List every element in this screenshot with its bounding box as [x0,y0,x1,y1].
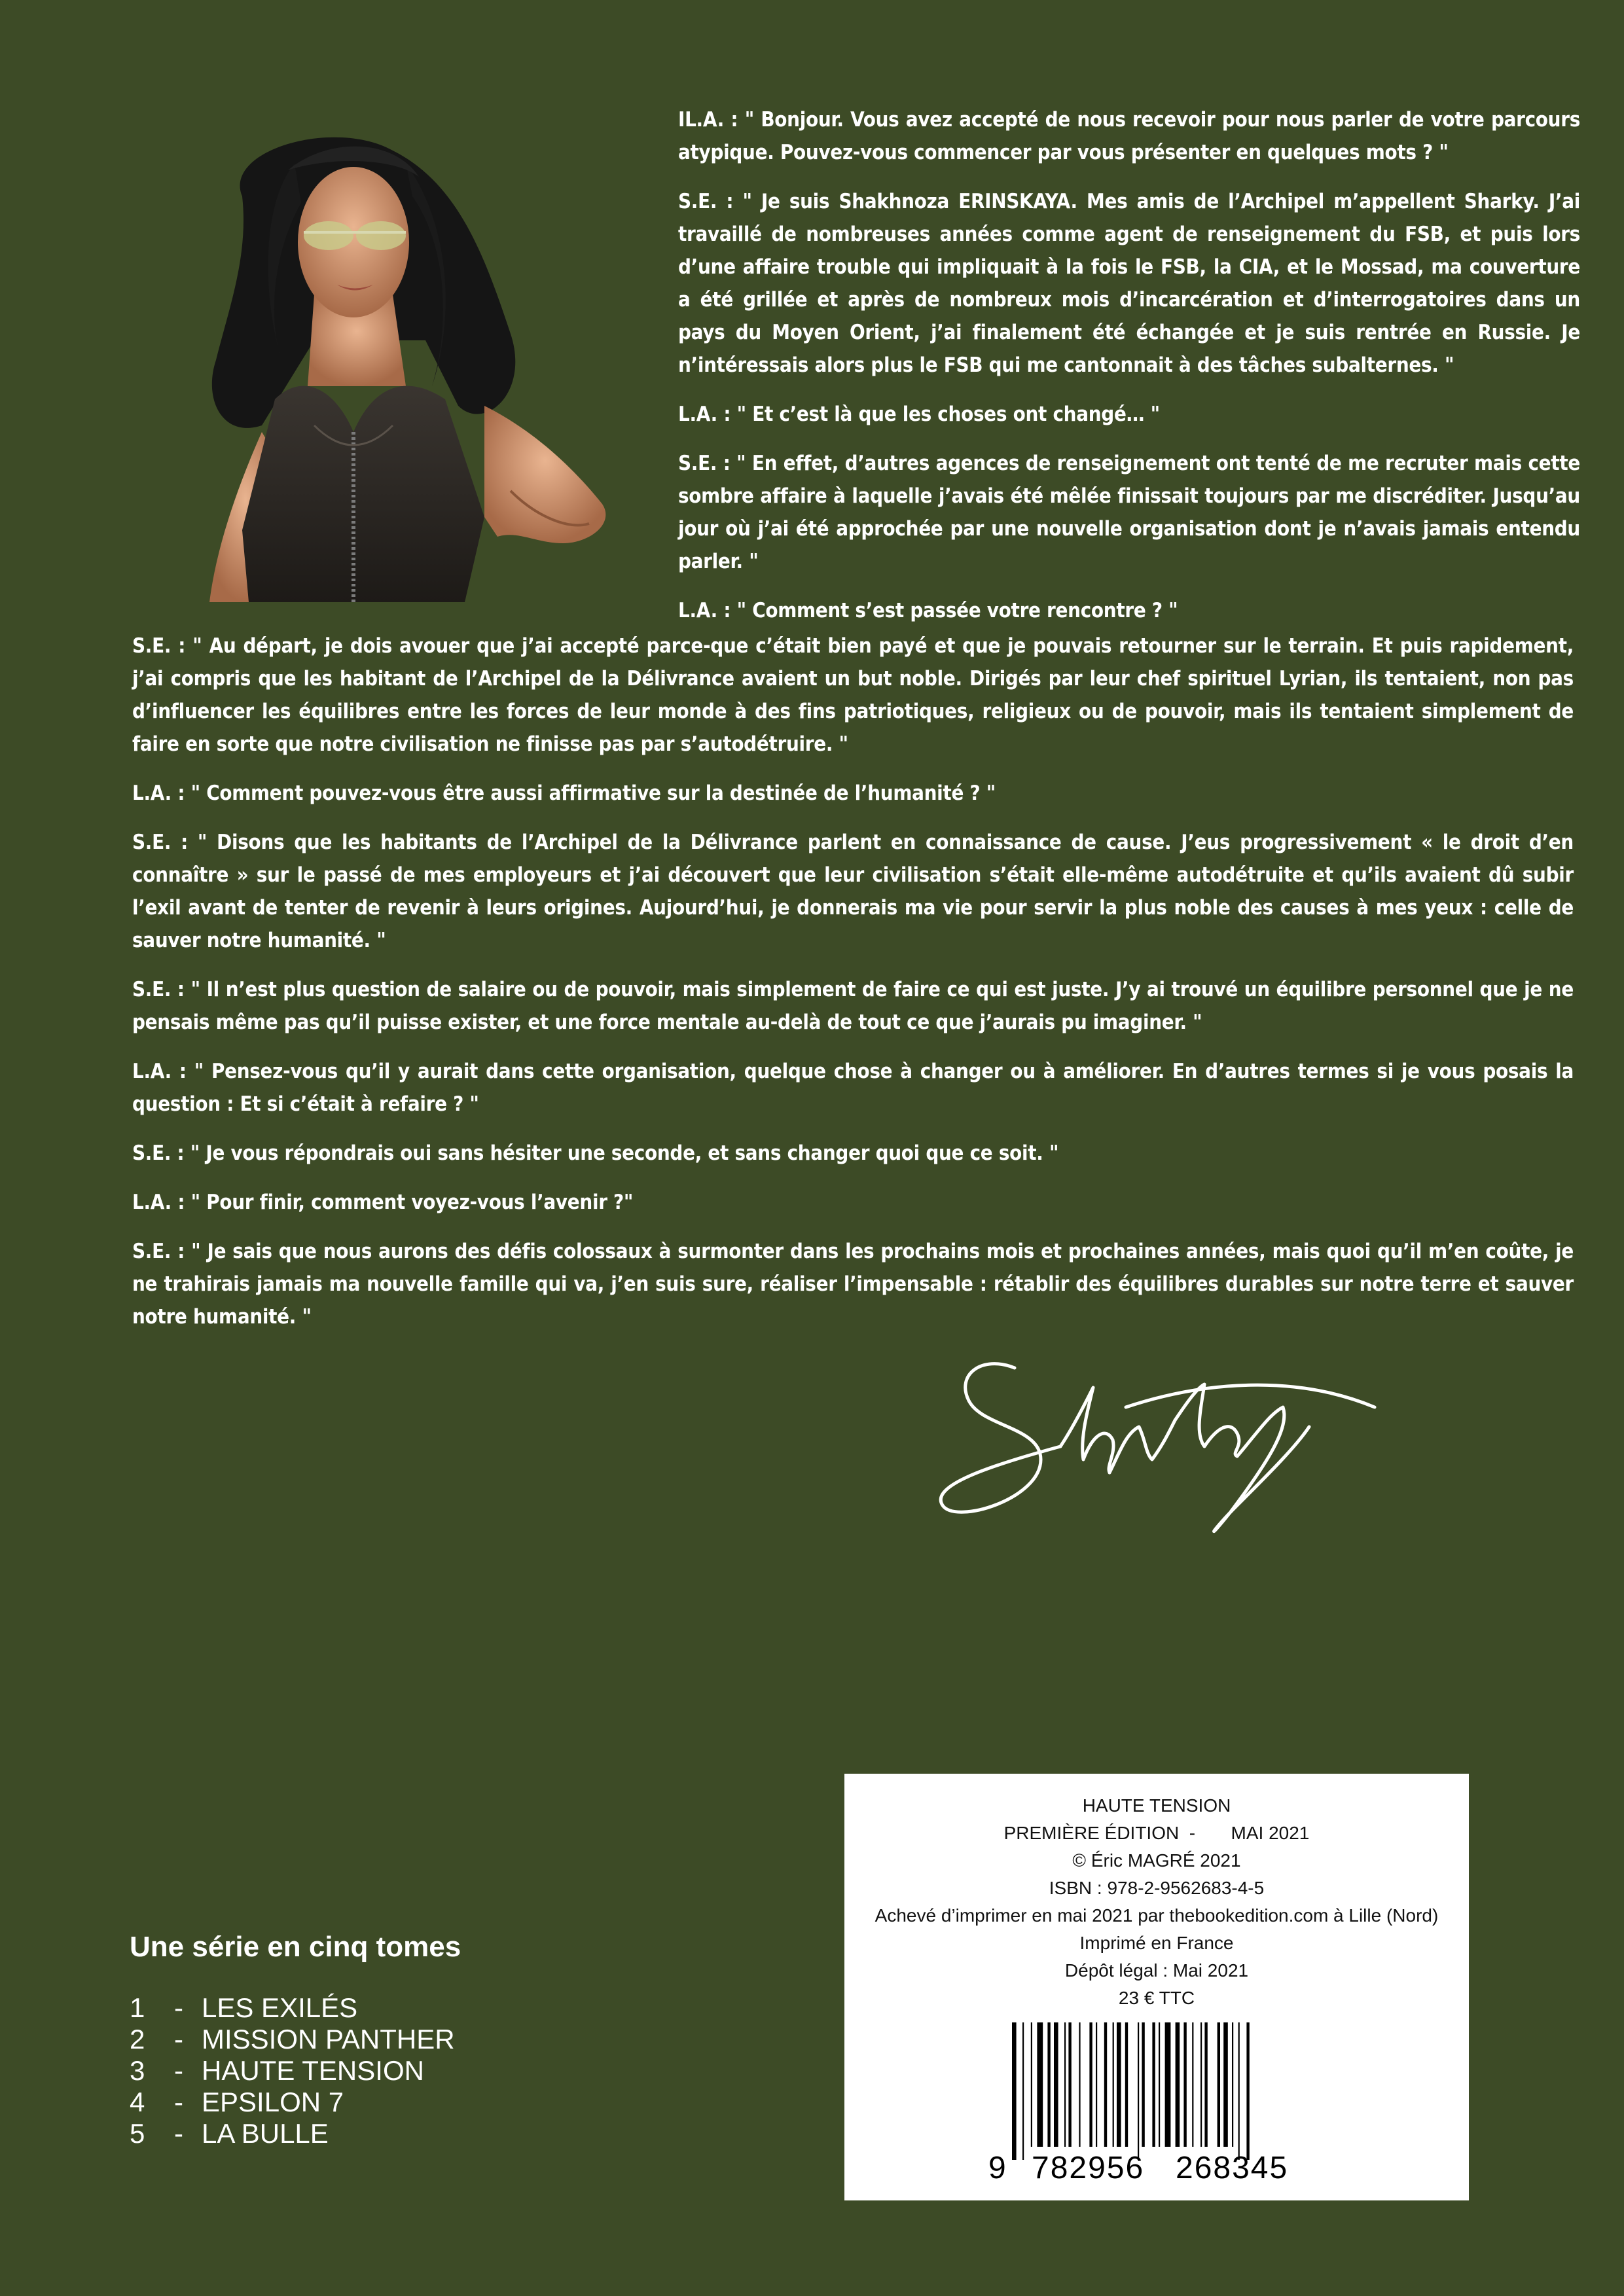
barcode-lead-digit: 9 [988,2151,1006,2185]
barcode-bar [1176,2022,1180,2147]
series-item [130,2055,719,2087]
interview-paragraph: L.A. : " Comment s’est passée votre rencontre ? " [678,599,1178,622]
series-item-dash: - [174,2087,183,2117]
barcode-bar [1204,2022,1207,2147]
series-item [130,2024,719,2055]
interview-paragraph: S.E. : " Il n’est plus question de salaire ou de pouvoir, mais simplement de faire ce qui est juste. J’y ai trouvé un équilibre personnel que je ne pensais même pas qu’il puisse exister, et une force mentale au-delà de tout ce que j’aurais pu imaginer. " [132,978,1574,1034]
interview-paragraph: S.E. : " Je sais que nous aurons des défis colossaux à surmonter dans les prochains mois et prochaines années, mais quoi qu’il m’en coûte, je ne trahirais jamais ma nouvelle famille qui va, j’en suis sure, réaliser l’impensable : rétablir des équilibres durables sur notre terre et sauver notre humanité. " [132,1240,1574,1329]
barcode-bar [1022,2022,1024,2160]
isbn-barcode [986,2022,1326,2186]
barcode-bar [1192,2022,1193,2147]
colophon-isbn: ISBN : 978-2-9562683-4-5 [1049,1878,1265,1898]
colophon-panel [844,1774,1469,2200]
series-item [130,1992,719,2024]
series-item-number: 2 [130,2024,145,2054]
colophon-price: 23 € TTC [1118,1988,1195,2008]
series-item-dash: - [174,2055,183,2086]
barcode-bar [1037,2022,1043,2147]
interview-intro [678,103,1580,643]
series-item-dash: - [174,2024,183,2054]
barcode-bar [1159,2022,1160,2147]
series-item-title: MISSION PANTHER [202,2024,455,2054]
series-item-title: LES EXILÉS [202,1992,358,2023]
barcode-bar [1068,2022,1071,2147]
series-item-number: 5 [130,2118,145,2149]
barcode-bar [1232,2022,1233,2147]
series-item-dash: - [174,1992,183,2023]
series-title: Une série en cinq tomes [130,1931,461,1963]
interview-paragraph: S.E. : " Disons que les habitants de l’Archipel de la Délivrance parlent en connaissance de cause. J’eus progressivement « le droit d’en connaître » sur le passé de mes employeurs et j’ai découvert que leur civilisation s’était elle-même autodétruite et qu’ils avaient dû subir l’exil avant de tenter de revenir à leurs origines. Aujourd’hui, je donnerais ma vie pour servir la plus noble des causes à mes yeux : celle de sauver notre humanité. " [132,831,1574,952]
colophon-printed-in: Imprimé en France [1079,1933,1234,1953]
interview-paragraph: IL.A. : " Bonjour. Vous avez accepté de nous recevoir pour nous parler de votre parcours atypique. Pouvez-vous commencer par vous présenter en quelques mots ? " [678,108,1580,164]
barcode-bar [1047,2022,1050,2147]
colophon-printer: Achevé d’imprimer en mai 2021 par thebookedition.com à Lille (Nord) [875,1905,1439,1926]
colophon-legal-deposit: Dépôt légal : Mai 2021 [1064,1960,1249,1981]
series-list [130,1992,719,2149]
barcode-right-digits: 268345 [1176,2151,1289,2185]
series-item-title: LA BULLE [202,2118,329,2149]
colophon-book-title: HAUTE TENSION [1082,1795,1231,1816]
handwritten-signature [929,1348,1401,1545]
barcode-bar [1113,2022,1114,2147]
barcode-bar [1079,2022,1080,2147]
barcode-bar [1138,2022,1139,2160]
interview-paragraph: L.A. : " Pensez-vous qu’il y aurait dans cette organisation, quelque chose à changer ou à améliorer. En d’autres termes si je vous posais la question : Et si c’était à refaire ? " [132,1060,1574,1116]
interview-paragraph: S.E. : " En effet, d’autres agences de renseignement ont tenté de me recruter mais cette sombre affaire à laquelle j’avais été mêlée finissait toujours par me discréditer. Jusqu’au jour où j’ai été approchée par une nouvelle organisation dont je n’avais jamais entendu parler. " [678,452,1580,573]
barcode-bar [1238,2022,1240,2160]
interview-paragraph: S.E. : " Je suis Shakhnoza ERINSKAYA. Mes amis de l’Archipel m’appellent Sharky. J’ai travaillé de nombreuses années comme agent de renseignement du FSB, et puis lors d’une affaire trouble qui impliquait à la fois le FSB, la CIA, et le Mossad, ma couverture a été grillée et après de nombreux mois d’incarcération et d’interrogatoires dans un pays du Moyen Orient, j’ai finalement été échangée et je suis rentrée en Russie. Je n’intéressais alors plus le FSB qui me cantonnait à des tâches subalternes. " [678,190,1580,377]
interview-paragraph: S.E. : " Je vous répondrais oui sans hésiter une seconde, et sans changer quoi que ce soit. " [132,1141,1059,1165]
barcode-bar [1218,2022,1220,2147]
interview-body [132,630,1574,1350]
barcode-bar [1012,2022,1017,2160]
series-item [130,2087,719,2118]
series-list-section [130,1931,719,2149]
barcode-bar [1125,2022,1128,2147]
barcode-bar [1104,2022,1107,2147]
barcode-bar [1223,2022,1228,2147]
barcode-bar [1183,2022,1186,2147]
barcode-bar [1200,2022,1202,2147]
interview-paragraph: L.A. : " Comment pouvez-vous être aussi affirmative sur la destinée de l’humanité ? " [132,781,996,805]
barcode-bar [1089,2022,1092,2147]
barcode-bar [1117,2022,1121,2147]
colophon-edition: PREMIÈRE ÉDITION - MAI 2021 [1003,1823,1310,1843]
barcode-bar [1096,2022,1097,2147]
interview-paragraph: S.E. : " Au départ, je dois avouer que j’ai accepté parce-que c’était bien payé et que je pouvais retourner sur le terrain. Et puis rapidement, j’ai compris que les habitant de l’Archipel de la Délivrance avaient un but noble. Dirigés par leur chef spirituel Lyrian, ils tentaient, non pas d’influencer les équilibres entre les forces de leur monde à des fins patriotiques, religieux ou de pouvoir, mais ils tentaient simplement de faire en sorte que notre civilisation ne finisse pas par s’autodétruire. " [132,634,1574,756]
barcode-bar [1054,2022,1058,2147]
series-item-number: 3 [130,2055,145,2086]
portrait-illustration [118,124,615,602]
series-item-title: EPSILON 7 [202,2087,344,2117]
barcode-bar [1064,2022,1066,2147]
barcode-bar [1031,2022,1032,2147]
series-item [130,2118,719,2149]
barcode-bar [1142,2022,1144,2147]
barcode-bar [1152,2022,1155,2147]
barcode-bar [1246,2022,1249,2160]
series-item-number: 4 [130,2087,145,2117]
series-item-dash: - [174,2118,183,2149]
series-item-number: 1 [130,1992,145,2023]
interview-paragraph: L.A. : " Et c’est là que les choses ont changé… " [678,403,1160,426]
colophon-copyright: © Éric MAGRÉ 2021 [1072,1850,1241,1871]
barcode-left-digits: 782956 [1032,2151,1145,2185]
barcode-bar [1165,2022,1171,2147]
interview-paragraph: L.A. : " Pour finir, comment voyez-vous l’avenir ?" [132,1191,634,1214]
series-item-title: HAUTE TENSION [202,2055,424,2086]
